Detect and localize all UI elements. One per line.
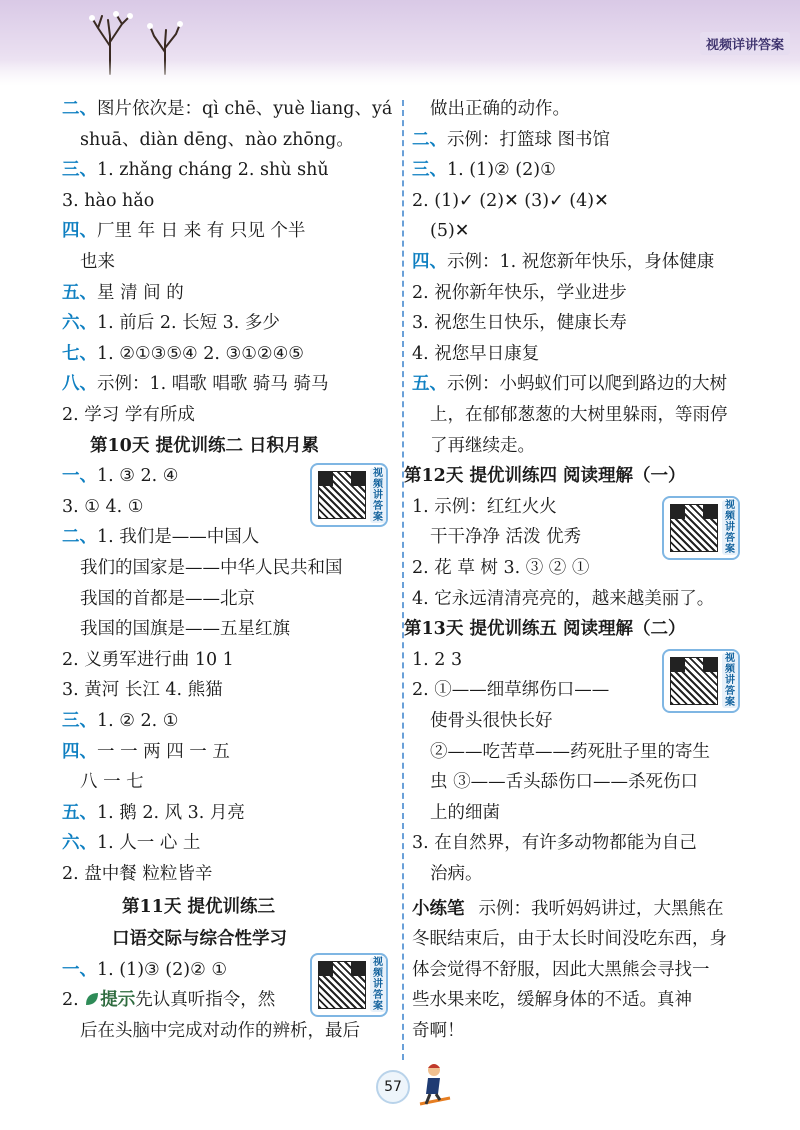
answer-line — [62, 369, 328, 399]
answer-line — [412, 400, 728, 430]
answer-text: 2. 学习 学有所成 — [62, 405, 195, 425]
answer-line — [412, 216, 469, 246]
section-number: 四、 — [62, 221, 97, 242]
answer-line — [62, 216, 305, 246]
practice-label: 小练笔 — [412, 898, 465, 919]
page-number: 57 — [376, 1070, 410, 1104]
answer-line — [412, 828, 697, 858]
answer-text: 1. ② 2. ① — [97, 711, 179, 731]
answer-text: 我国的国旗是——五星红旗 — [80, 619, 290, 640]
answer-line — [62, 828, 200, 858]
answer-text: 2. 盘中餐 粒粒皆辛 — [62, 864, 213, 884]
header-banner — [0, 0, 800, 86]
section-number: 六、 — [62, 833, 97, 854]
answer-text: 3. ① 4. ① — [62, 496, 144, 517]
answer-text: ②——吃苦草——药死肚子里的寄生 — [430, 741, 710, 762]
answer-line — [62, 400, 195, 430]
answer-line — [412, 767, 698, 797]
answer-text: 后在头脑中完成对动作的辨析，最后 — [80, 1021, 360, 1041]
section-heading: 第11天 提优训练三 — [122, 896, 275, 917]
column-divider — [402, 100, 404, 1060]
section-heading: 第10天 提优训练二 日积月累 — [90, 435, 320, 456]
answer-text: 2. 祝你新年快乐，学业进步 — [412, 282, 627, 303]
answer-line — [62, 308, 280, 338]
section-number: 八、 — [62, 374, 97, 395]
answer-line — [62, 645, 234, 675]
hint-label: 提示 — [100, 990, 136, 1011]
answer-line — [62, 278, 184, 308]
answer-line — [62, 706, 178, 736]
answer-text: 我们的国家是——中华人民共和国 — [80, 558, 343, 578]
practice-line: 体会觉得不舒服，因此大黑熊会寻找一 — [412, 959, 710, 980]
section-number: 二、 — [62, 99, 97, 119]
answer-text: 3. hào hǎo — [62, 190, 155, 211]
answer-line — [62, 553, 343, 583]
qr-code-icon — [670, 504, 718, 552]
answer-line — [62, 125, 354, 155]
section-heading: 第12天 提优训练四 阅读理解（一） — [404, 466, 686, 487]
practice-line: 奇啊！ — [412, 1021, 465, 1041]
answer-line — [412, 645, 462, 675]
answer-line — [412, 339, 539, 369]
answer-line — [62, 955, 227, 985]
answer-text: 了再继续走。 — [430, 435, 535, 456]
answer-line — [412, 492, 557, 522]
answer-line — [62, 247, 115, 277]
answer-line — [412, 522, 581, 552]
answer-text: 1. 我们是——中国人 — [97, 527, 260, 548]
answer-text: 示例：小蚂蚁们可以爬到路边的大树 — [447, 374, 727, 395]
answer-line — [62, 1016, 360, 1046]
answer-line — [62, 461, 178, 491]
section-number: 一、 — [62, 466, 97, 487]
section-number: 三、 — [62, 160, 97, 181]
qr-label: 视频讲答案 — [370, 468, 386, 523]
answer-text: 我国的首都是——北京 — [80, 588, 255, 609]
answer-text: 干干净净 活泼 优秀 — [430, 527, 582, 548]
answer-text: 治病。 — [430, 864, 483, 884]
answer-line — [412, 155, 556, 185]
section-number: 三、 — [62, 711, 97, 731]
video-qr-code[interactable] — [662, 496, 740, 560]
answer-line — [412, 431, 535, 461]
answer-text: 2. 花 草 树 3. ③ ② ① — [412, 558, 590, 578]
section-number: 三、 — [412, 160, 447, 181]
answer-text: 2. ①——细草绑伤口—— — [412, 680, 610, 701]
answer-line — [412, 706, 553, 736]
answer-text: 1. 示例：红红火火 — [412, 496, 557, 517]
answer-text: 1. 鹅 2. 风 3. 月亮 — [97, 802, 245, 823]
section-number: 四、 — [62, 741, 97, 762]
skier-illustration — [410, 1060, 454, 1110]
answer-text: 2. (1)✓ (2)✕ (3)✓ (4)✕ — [412, 190, 609, 211]
answer-line — [412, 369, 727, 399]
qr-label: 视频讲答案 — [370, 957, 386, 1012]
answer-line — [62, 155, 329, 185]
section-number: 五、 — [62, 802, 97, 823]
section-heading: 口语交际与综合性学习 — [112, 929, 287, 950]
answer-line — [62, 584, 255, 614]
answer-text: (5)✕ — [430, 221, 470, 242]
qr-label: 视频讲答案 — [722, 653, 738, 708]
answer-text: 4. 祝您早日康复 — [412, 343, 540, 364]
answer-text: 做出正确的动作。 — [430, 99, 570, 119]
answer-text: 示例：1. 祝您新年快乐，身体健康 — [447, 252, 715, 272]
answer-text: 1. 前后 2. 长短 3. 多少 — [97, 313, 280, 334]
answer-line — [62, 186, 154, 216]
answer-text: 使骨头很快长好 — [430, 711, 553, 731]
answer-line — [412, 675, 609, 705]
answer-text: 2. — [62, 990, 85, 1011]
answer-text: 4. 它永远清清亮亮的，越来越美丽了。 — [412, 588, 715, 609]
practice-line: 冬眠结束后，由于太长时间没吃东西，身 — [412, 929, 727, 950]
answer-text: 1. (1)③ (2)② ① — [97, 959, 228, 980]
answer-text: 示例：1. 唱歌 唱歌 骑马 骑马 — [97, 374, 329, 395]
answer-line — [62, 798, 245, 828]
qr-label: 视频讲答案 — [722, 500, 738, 555]
practice-text: 示例：我听妈妈讲过，大黑熊在 — [478, 898, 724, 919]
answer-text: 星 清 间 的 — [97, 282, 184, 303]
answer-line — [412, 94, 570, 124]
section-number: 四、 — [412, 252, 447, 272]
practice-line — [412, 894, 724, 924]
section-number: 二、 — [62, 527, 97, 548]
answer-line — [412, 553, 589, 583]
video-qr-code[interactable] — [310, 463, 388, 527]
snow-ground — [0, 60, 800, 86]
practice-line: 些水果来吃，缓解身体的不适。真神 — [412, 990, 692, 1011]
answer-line — [62, 859, 212, 889]
hint-text: 先认真听指令，然 — [135, 990, 276, 1011]
answer-line — [62, 767, 144, 797]
answer-line — [62, 614, 290, 644]
answer-text: 1. ②①③⑤④ 2. ③①②④⑤ — [97, 343, 304, 364]
answer-line — [62, 339, 304, 369]
answer-text: 示例：打篮球 图书馆 — [447, 129, 611, 150]
answer-text: 1. zhǎng cháng 2. shù shǔ — [97, 160, 329, 181]
answer-text: 1. 人一 心 土 — [97, 833, 201, 854]
video-qr-code[interactable] — [310, 953, 388, 1017]
answer-text: 图片依次是：qì chē、yuè liang、yá — [97, 99, 393, 119]
answer-text: 2. 义勇军进行曲 10 1 — [62, 649, 234, 670]
answer-text: 1. 2 3 — [412, 649, 463, 670]
answer-text: 3. 黄河 长江 4. 熊猫 — [62, 680, 223, 701]
answer-line — [62, 522, 259, 552]
answer-text: 上，在郁郁葱葱的大树里躲雨，等雨停 — [430, 405, 728, 425]
section-number: 一、 — [62, 959, 97, 980]
answer-line — [62, 737, 230, 767]
answer-line — [412, 186, 609, 216]
hint-leaf-icon — [84, 987, 100, 1003]
qr-code-icon — [670, 657, 718, 705]
answer-text: shuā、diàn dēng、nào zhōng。 — [80, 129, 354, 150]
section-number: 二、 — [412, 129, 447, 150]
answer-line — [62, 985, 275, 1015]
qr-code-icon — [318, 471, 366, 519]
section-number: 七、 — [62, 343, 97, 364]
video-answer-tag[interactable]: 视频详讲答案 — [700, 32, 790, 55]
answer-text: 虫 ③——舌头舔伤口——杀死伤口 — [430, 772, 699, 793]
answer-text: 一 一 两 四 一 五 — [97, 741, 230, 762]
qr-code-icon — [318, 961, 366, 1009]
answer-line — [412, 798, 500, 828]
section-heading: 第13天 提优训练五 阅读理解（二） — [404, 619, 686, 640]
answer-text: 也来 — [80, 252, 115, 272]
video-qr-code[interactable] — [662, 649, 740, 713]
answer-text: 八 一 七 — [80, 772, 144, 793]
answer-text: 1. ③ 2. ④ — [97, 466, 179, 487]
answer-line — [412, 125, 610, 155]
answer-line — [412, 584, 714, 614]
answer-line — [62, 675, 223, 705]
answer-line — [62, 94, 392, 124]
answer-text: 上的细菌 — [430, 802, 500, 823]
section-number: 六、 — [62, 313, 97, 334]
answer-line — [412, 737, 710, 767]
answer-line — [412, 278, 627, 308]
section-number: 五、 — [62, 282, 97, 303]
answer-line — [62, 492, 143, 522]
answer-line — [412, 859, 483, 889]
answer-line — [412, 308, 627, 338]
answer-line — [412, 247, 714, 277]
answer-text: 厂里 年 日 来 有 只见 个半 — [97, 221, 306, 242]
section-number: 五、 — [412, 374, 447, 395]
answer-text: 1. (1)② (2)① — [447, 160, 556, 181]
answer-text: 3. 祝您生日快乐，健康长寿 — [412, 313, 627, 334]
answer-text: 3. 在自然界，有许多动物都能为自己 — [412, 833, 697, 854]
